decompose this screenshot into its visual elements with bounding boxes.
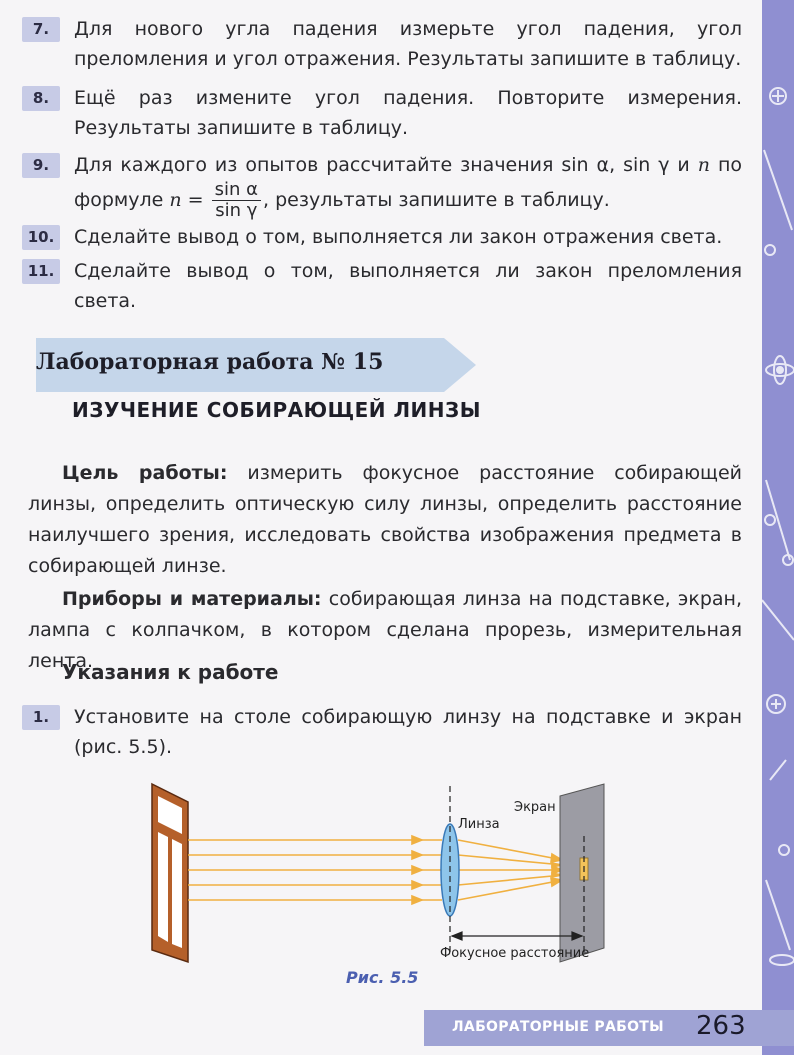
figure-lens-setup [140, 776, 620, 972]
step-text: Ещё раз измените угол падения. Повторите измерения. Результаты запишите в таблицу. [74, 87, 742, 139]
decorative-sidebar [762, 0, 794, 1055]
step-10 [22, 222, 742, 252]
formula-denominator: sin γ [215, 200, 258, 221]
formula-numerator: sin α [212, 180, 261, 201]
step-number: 8. [22, 86, 60, 111]
formula-lhs: n = [169, 189, 204, 211]
label-focal-distance: Фокусное расстояние [440, 946, 590, 961]
goal-paragraph [28, 458, 742, 582]
goal-text: измерить фокусное расстояние собирающей линзы, определить оптическую силу линзы, определить расстояние наилучшего зрения, исследовать свойства изображения предмета в собирающей линзе. [28, 462, 742, 577]
page-number: 263 [696, 1011, 746, 1041]
equipment-label: Приборы и материалы: [62, 588, 322, 610]
step-9-text-end: , результаты запишите в таблицу. [263, 189, 610, 211]
step-9-text-after: по формуле [74, 154, 742, 211]
step-11 [22, 256, 742, 316]
equipment-text: собирающая линза на подставке, экран, лампа с колпачком, в котором сделана прорезь, измерительная лента. [28, 588, 742, 672]
step-1 [22, 702, 742, 762]
step-text: Установите на столе собирающую линзу на подставке и экран (рис. 5.5). [74, 706, 742, 758]
step-9 [22, 150, 742, 221]
formula-fraction [212, 180, 261, 221]
step-number: 1. [22, 705, 60, 730]
step-text: Для нового угла падения измерьте угол падения, угол преломления и угол отражения. Результаты запишите в таблицу. [74, 18, 742, 70]
step-9-text-before: Для каждого из опытов рассчитайте значения sin α, sin γ и [74, 154, 690, 176]
variable-n: n [697, 154, 710, 176]
step-7 [22, 14, 742, 74]
light-rays [188, 836, 584, 904]
goal-label: Цель работы: [62, 462, 228, 484]
instructions-heading: Указания к работе [62, 660, 279, 684]
step-number: 10. [22, 225, 60, 250]
window-illustration [152, 784, 188, 962]
step-number: 11. [22, 259, 60, 284]
step-text: Сделайте вывод о том, выполняется ли закон преломления света. [74, 260, 742, 312]
footer-section-label: ЛАБОРАТОРНЫЕ РАБОТЫ [452, 1019, 664, 1035]
sidebar-pattern [762, 0, 794, 1055]
step-text: Сделайте вывод о том, выполняется ли закон отражения света. [74, 226, 723, 248]
lab-title: Лабораторная работа № 15 [36, 349, 384, 375]
step-8 [22, 83, 742, 143]
label-lens: Линза [458, 817, 500, 832]
step-number: 9. [22, 153, 60, 178]
label-screen: Экран [514, 800, 556, 815]
figure-caption: Рис. 5.5 [346, 968, 419, 987]
lab-subtitle: ИЗУЧЕНИЕ СОБИРАЮЩЕЙ ЛИНЗЫ [72, 398, 481, 422]
step-text [74, 150, 742, 221]
step-number: 7. [22, 17, 60, 42]
